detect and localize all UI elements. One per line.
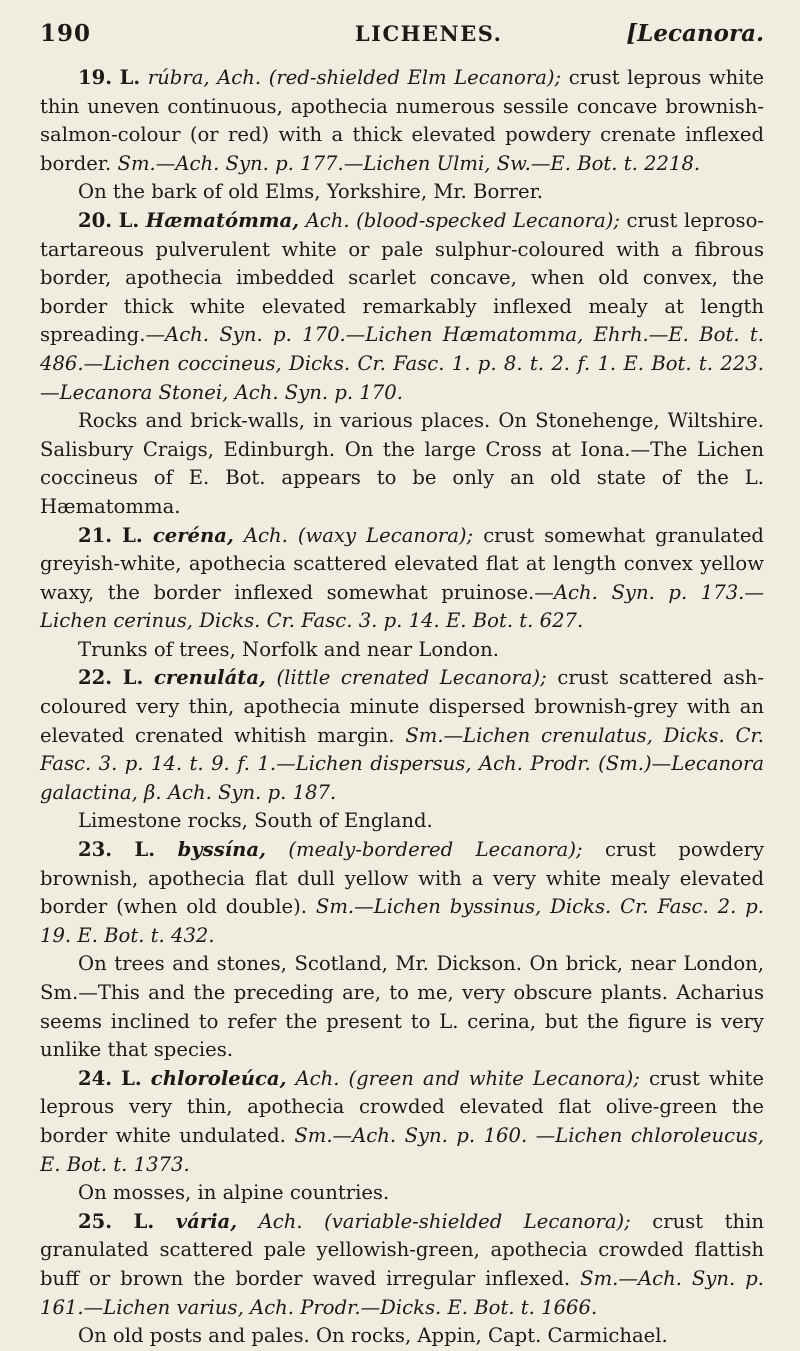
- genus: L.: [118, 208, 140, 232]
- section-title: [Lecanora.: [626, 20, 764, 47]
- author: Ach.: [305, 208, 350, 232]
- body-text: [40, 64, 764, 1351]
- habitat: Trunks of trees, Norfolk and near London.: [78, 637, 499, 661]
- common-name: (variable-shielded Lecanora);: [324, 1209, 631, 1233]
- running-title: LICHENES.: [354, 21, 503, 46]
- species-name: byssína,: [177, 838, 266, 862]
- common-name: (green and white Lecanora);: [348, 1066, 640, 1090]
- synonyms: Sm.—Ach. Syn. p. 161.—Lichen varius, Ach. Prodr.—Dicks. E. Bot. t. 1666.: [40, 1266, 764, 1319]
- author: Ach.: [258, 1209, 303, 1233]
- species-entry: [40, 836, 764, 950]
- author: Ach.: [243, 523, 288, 547]
- entry-number: 22.: [78, 666, 113, 690]
- species-entry: [40, 664, 764, 807]
- genus: L.: [121, 1066, 142, 1090]
- habitat: On the bark of old Elms, Yorkshire, Mr. Borrer.: [78, 180, 544, 204]
- habitat: Rocks and brick-walls, in various places. On Stonehenge, Wiltshire. Salisbury Craigs, Edinburgh. On the large Cross at Iona.—The Lichen coccineus of E. Bot. appears to be only an old state of the L. Hæmatomma.: [40, 409, 764, 518]
- common-name: (little crenated Lecanora);: [276, 666, 547, 690]
- entry-number: 19.: [78, 66, 113, 89]
- running-head: [40, 20, 764, 64]
- genus: L.: [119, 66, 141, 89]
- common-name: (waxy Lecanora);: [297, 523, 474, 547]
- entry-number: 20.: [78, 208, 113, 232]
- species-entry: [40, 64, 764, 178]
- entry-number: 21.: [78, 523, 113, 547]
- species-name: rúbra,: [147, 66, 210, 89]
- common-name: (red-shielded Elm Lecanora);: [268, 66, 562, 89]
- habitat: Limestone rocks, South of England.: [78, 809, 433, 833]
- description: crust leprous white thin uneven continuous, apothecia numerous sessile concave brownish-salmon-colour (or red) with a thick elevated powdery crenate inflexed border.: [40, 66, 765, 175]
- entry-number: 25.: [78, 1209, 113, 1233]
- description: crust leproso-tartareous pulverulent white or pale sulphur-coloured with a fibrous border, apothecia imbedded scarlet concave, when old convex, the border thick white elevated remarkably inflexed mealy at length spreading.: [40, 208, 764, 347]
- author: Ach.: [295, 1066, 340, 1090]
- species-name: chloroleúca,: [150, 1066, 287, 1090]
- synonyms: Sm.—Lichen byssinus, Dicks. Cr. Fasc. 2. p. 19. E. Bot. t. 432.: [40, 895, 764, 947]
- description: crust scattered ash-coloured very thin, apothecia minute dispersed brownish-grey with an elevated crenated whitish margin.: [40, 666, 765, 747]
- synonyms: Sm.—Ach. Syn. p. 160. —Lichen chloroleucus, E. Bot. t. 1373.: [40, 1123, 764, 1176]
- description: crust thin granulated scattered pale yellowish-green, apothecia crowded flattish buff or brown the border waved irregular inflexed.: [40, 1209, 765, 1290]
- entry-number: 24.: [78, 1066, 113, 1090]
- synonyms: —Ach. Syn. p. 170.—Lichen Hæmatomma, Ehrh.—E. Bot. t. 486.—Lichen coccineus, Dicks. Cr. Fasc. 1. p. 8. t. 2. f. 1. E. Bot. t. 223.—Lecanora Stonei, Ach. Syn. p. 170.: [40, 323, 764, 404]
- species-entry: [40, 207, 764, 407]
- species-entry: [40, 1065, 764, 1179]
- species-name: crenuláta,: [153, 666, 266, 690]
- genus: L.: [134, 838, 156, 862]
- genus: L.: [122, 523, 143, 547]
- genus: L.: [133, 1209, 155, 1233]
- habitat: On old posts and pales. On rocks, Appin, Capt. Carmichael.: [78, 1324, 668, 1348]
- synonyms: Sm.—Ach. Syn. p. 177.—Lichen Ulmi, Sw.—E. Bot. t. 2218.: [117, 151, 701, 175]
- description: crust somewhat granulated greyish-white, apothecia scattered elevated flat at length convex yellow waxy, the border inflexed somewhat pruinose.: [40, 523, 764, 604]
- page-number: 190: [40, 20, 92, 47]
- species-entry: [40, 1208, 764, 1322]
- common-name: (blood-specked Lecanora);: [356, 208, 620, 232]
- entry-number: 23.: [78, 838, 113, 862]
- author: Ach.: [217, 66, 262, 89]
- species-name: vária,: [175, 1209, 238, 1233]
- species-name: ceréna,: [152, 523, 234, 547]
- species-entry: [40, 522, 764, 636]
- habitat: On mosses, in alpine countries.: [78, 1181, 390, 1205]
- description: crust powdery brownish, apothecia flat dull yellow with a very white mealy elevated border (when old double).: [40, 838, 765, 919]
- description: crust white leprous very thin, apothecia crowded elevated flat olive-green the border white undulated.: [40, 1066, 764, 1147]
- synonyms: —Ach. Syn. p. 173.—Lichen cerinus, Dicks. Cr. Fasc. 3. p. 14. E. Bot. t. 627.: [40, 580, 764, 633]
- genus: L.: [122, 666, 144, 690]
- common-name: (mealy-bordered Lecanora);: [288, 838, 583, 862]
- species-name: Hæmatómma,: [145, 208, 300, 232]
- synonyms: Sm.—Lichen crenulatus, Dicks. Cr. Fasc. 3. p. 14. t. 9. f. 1.—Lichen dispersus, Ach. Prodr. (Sm.)—Lecanora galactina, β. Ach. Syn. p. 187.: [40, 723, 764, 804]
- habitat: On trees and stones, Scotland, Mr. Dickson. On brick, near London, Sm.—This and the preceding are, to me, very obscure plants. Acharius seems inclined to refer the present to L. cerina, but the figure is very unlike that species.: [40, 952, 764, 1062]
